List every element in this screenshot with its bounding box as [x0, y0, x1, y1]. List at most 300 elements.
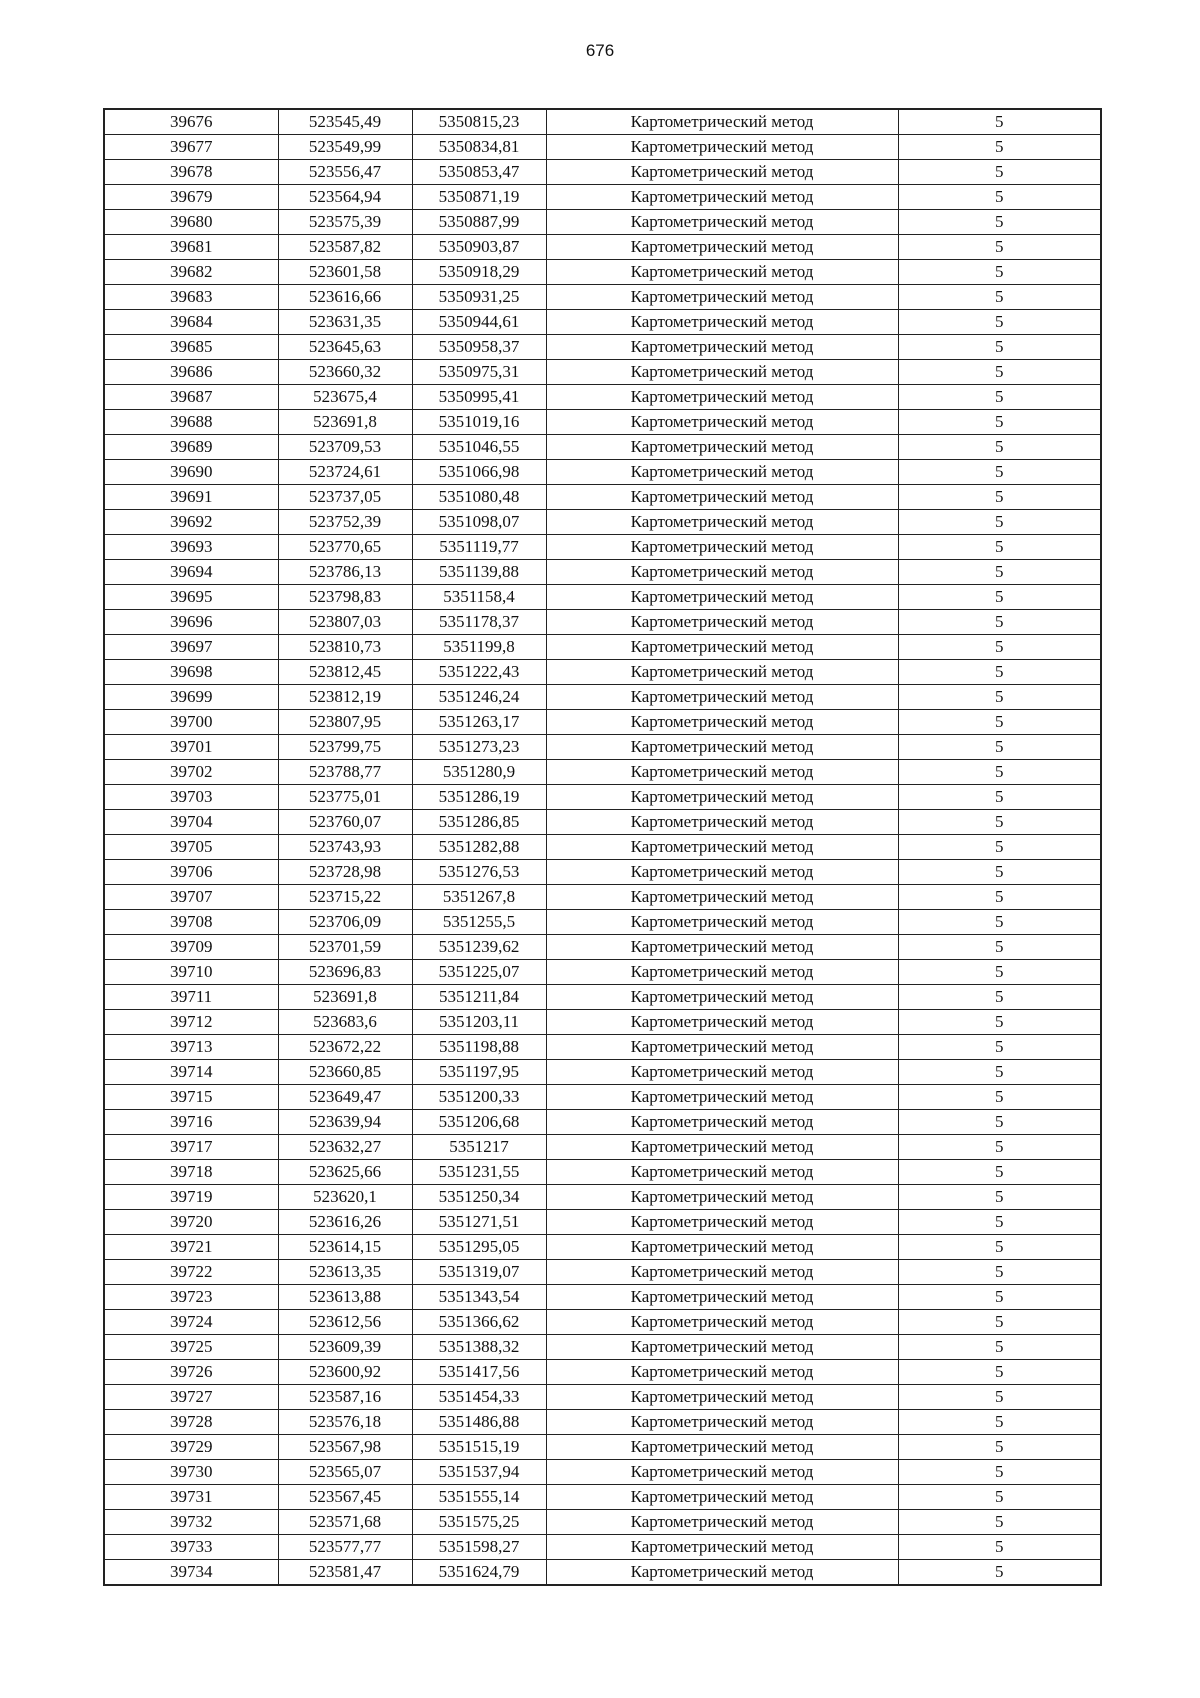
accuracy-cell: 5 — [898, 985, 1101, 1010]
y-coordinate-cell: 5351246,24 — [412, 685, 546, 710]
accuracy-cell: 5 — [898, 785, 1101, 810]
y-coordinate-cell: 5351515,19 — [412, 1435, 546, 1460]
point-number-cell: 39704 — [104, 810, 278, 835]
y-coordinate-cell: 5351417,56 — [412, 1360, 546, 1385]
table-row — [104, 310, 1101, 335]
method-cell: Картометрический метод — [546, 1335, 898, 1360]
method-cell: Картометрический метод — [546, 410, 898, 435]
accuracy-cell: 5 — [898, 485, 1101, 510]
x-coordinate-cell: 523613,35 — [278, 1260, 412, 1285]
y-coordinate-cell: 5351098,07 — [412, 510, 546, 535]
method-cell: Картометрический метод — [546, 1210, 898, 1235]
table-row — [104, 1385, 1101, 1410]
accuracy-cell: 5 — [898, 860, 1101, 885]
x-coordinate-cell: 523701,59 — [278, 935, 412, 960]
accuracy-cell: 5 — [898, 435, 1101, 460]
point-number-cell: 39725 — [104, 1335, 278, 1360]
accuracy-cell: 5 — [898, 1060, 1101, 1085]
table-row — [104, 935, 1101, 960]
method-cell: Картометрический метод — [546, 135, 898, 160]
table-row — [104, 1285, 1101, 1310]
method-cell: Картометрический метод — [546, 835, 898, 860]
y-coordinate-cell: 5351263,17 — [412, 710, 546, 735]
method-cell: Картометрический метод — [546, 385, 898, 410]
table-row — [104, 1160, 1101, 1185]
table-row — [104, 585, 1101, 610]
method-cell: Картометрический метод — [546, 1135, 898, 1160]
x-coordinate-cell: 523645,63 — [278, 335, 412, 360]
accuracy-cell: 5 — [898, 1385, 1101, 1410]
y-coordinate-cell: 5351046,55 — [412, 435, 546, 460]
point-number-cell: 39688 — [104, 410, 278, 435]
method-cell: Картометрический метод — [546, 710, 898, 735]
point-number-cell: 39695 — [104, 585, 278, 610]
table-row — [104, 235, 1101, 260]
y-coordinate-cell: 5351239,62 — [412, 935, 546, 960]
method-cell: Картометрический метод — [546, 560, 898, 585]
y-coordinate-cell: 5351200,33 — [412, 1085, 546, 1110]
method-cell: Картометрический метод — [546, 1485, 898, 1510]
point-number-cell: 39723 — [104, 1285, 278, 1310]
table-row — [104, 1485, 1101, 1510]
point-number-cell: 39718 — [104, 1160, 278, 1185]
x-coordinate-cell: 523613,88 — [278, 1285, 412, 1310]
method-cell: Картометрический метод — [546, 185, 898, 210]
x-coordinate-cell: 523616,26 — [278, 1210, 412, 1235]
x-coordinate-cell: 523549,99 — [278, 135, 412, 160]
x-coordinate-cell: 523672,22 — [278, 1035, 412, 1060]
table-row — [104, 285, 1101, 310]
x-coordinate-cell: 523788,77 — [278, 760, 412, 785]
point-number-cell: 39683 — [104, 285, 278, 310]
point-number-cell: 39733 — [104, 1535, 278, 1560]
accuracy-cell: 5 — [898, 1535, 1101, 1560]
x-coordinate-cell: 523675,4 — [278, 385, 412, 410]
accuracy-cell: 5 — [898, 285, 1101, 310]
method-cell: Картометрический метод — [546, 1510, 898, 1535]
point-number-cell: 39712 — [104, 1010, 278, 1035]
y-coordinate-cell: 5351119,77 — [412, 535, 546, 560]
x-coordinate-cell: 523715,22 — [278, 885, 412, 910]
table-row — [104, 760, 1101, 785]
table-row — [104, 710, 1101, 735]
table-row — [104, 735, 1101, 760]
table-row — [104, 960, 1101, 985]
method-cell: Картометрический метод — [546, 1035, 898, 1060]
table-row — [104, 485, 1101, 510]
accuracy-cell: 5 — [898, 610, 1101, 635]
table-row — [104, 1210, 1101, 1235]
accuracy-cell: 5 — [898, 1510, 1101, 1535]
y-coordinate-cell: 5350944,61 — [412, 310, 546, 335]
x-coordinate-cell: 523609,39 — [278, 1335, 412, 1360]
table-row — [104, 560, 1101, 585]
x-coordinate-cell: 523649,47 — [278, 1085, 412, 1110]
x-coordinate-cell: 523810,73 — [278, 635, 412, 660]
table-row — [104, 435, 1101, 460]
table-row — [104, 460, 1101, 485]
y-coordinate-cell: 5351598,27 — [412, 1535, 546, 1560]
y-coordinate-cell: 5351066,98 — [412, 460, 546, 485]
y-coordinate-cell: 5351199,8 — [412, 635, 546, 660]
x-coordinate-cell: 523683,6 — [278, 1010, 412, 1035]
y-coordinate-cell: 5351486,88 — [412, 1410, 546, 1435]
point-number-cell: 39693 — [104, 535, 278, 560]
point-number-cell: 39699 — [104, 685, 278, 710]
table-row — [104, 610, 1101, 635]
y-coordinate-cell: 5351454,33 — [412, 1385, 546, 1410]
point-number-cell: 39701 — [104, 735, 278, 760]
method-cell: Картометрический метод — [546, 1385, 898, 1410]
method-cell: Картометрический метод — [546, 585, 898, 610]
point-number-cell: 39676 — [104, 109, 278, 135]
y-coordinate-cell: 5350871,19 — [412, 185, 546, 210]
table-row — [104, 260, 1101, 285]
y-coordinate-cell: 5351080,48 — [412, 485, 546, 510]
y-coordinate-cell: 5351286,85 — [412, 810, 546, 835]
table-row — [104, 109, 1101, 135]
accuracy-cell: 5 — [898, 810, 1101, 835]
point-number-cell: 39709 — [104, 935, 278, 960]
x-coordinate-cell: 523743,93 — [278, 835, 412, 860]
table-row — [104, 135, 1101, 160]
point-number-cell: 39729 — [104, 1435, 278, 1460]
x-coordinate-cell: 523799,75 — [278, 735, 412, 760]
table-row — [104, 685, 1101, 710]
coordinates-table — [103, 108, 1102, 1586]
point-number-cell: 39703 — [104, 785, 278, 810]
table-row — [104, 1010, 1101, 1035]
point-number-cell: 39685 — [104, 335, 278, 360]
point-number-cell: 39698 — [104, 660, 278, 685]
accuracy-cell: 5 — [898, 1085, 1101, 1110]
accuracy-cell: 5 — [898, 1110, 1101, 1135]
method-cell: Картометрический метод — [546, 885, 898, 910]
table-row — [104, 1185, 1101, 1210]
x-coordinate-cell: 523565,07 — [278, 1460, 412, 1485]
method-cell: Картометрический метод — [546, 935, 898, 960]
point-number-cell: 39691 — [104, 485, 278, 510]
accuracy-cell: 5 — [898, 1410, 1101, 1435]
table-row — [104, 1135, 1101, 1160]
table-row — [104, 1410, 1101, 1435]
method-cell: Картометрический метод — [546, 535, 898, 560]
table-row — [104, 210, 1101, 235]
x-coordinate-cell: 523587,16 — [278, 1385, 412, 1410]
table-row — [104, 1435, 1101, 1460]
accuracy-cell: 5 — [898, 460, 1101, 485]
point-number-cell: 39714 — [104, 1060, 278, 1085]
point-number-cell: 39708 — [104, 910, 278, 935]
y-coordinate-cell: 5351211,84 — [412, 985, 546, 1010]
method-cell: Картометрический метод — [546, 1185, 898, 1210]
accuracy-cell: 5 — [898, 835, 1101, 860]
method-cell: Картометрический метод — [546, 160, 898, 185]
method-cell: Картометрический метод — [546, 910, 898, 935]
table-row — [104, 1260, 1101, 1285]
x-coordinate-cell: 523728,98 — [278, 860, 412, 885]
point-number-cell: 39717 — [104, 1135, 278, 1160]
y-coordinate-cell: 5351537,94 — [412, 1460, 546, 1485]
accuracy-cell: 5 — [898, 635, 1101, 660]
table-row — [104, 860, 1101, 885]
method-cell: Картометрический метод — [546, 1360, 898, 1385]
x-coordinate-cell: 523545,49 — [278, 109, 412, 135]
point-number-cell: 39687 — [104, 385, 278, 410]
point-number-cell: 39710 — [104, 960, 278, 985]
x-coordinate-cell: 523625,66 — [278, 1160, 412, 1185]
point-number-cell: 39722 — [104, 1260, 278, 1285]
method-cell: Картометрический метод — [546, 210, 898, 235]
table-body — [104, 109, 1101, 1585]
y-coordinate-cell: 5351225,07 — [412, 960, 546, 985]
y-coordinate-cell: 5350815,23 — [412, 109, 546, 135]
accuracy-cell: 5 — [898, 910, 1101, 935]
method-cell: Картометрический метод — [546, 635, 898, 660]
method-cell: Картометрический метод — [546, 860, 898, 885]
point-number-cell: 39724 — [104, 1310, 278, 1335]
y-coordinate-cell: 5351198,88 — [412, 1035, 546, 1060]
y-coordinate-cell: 5351555,14 — [412, 1485, 546, 1510]
point-number-cell: 39697 — [104, 635, 278, 660]
point-number-cell: 39681 — [104, 235, 278, 260]
point-number-cell: 39728 — [104, 1410, 278, 1435]
table-row — [104, 1110, 1101, 1135]
point-number-cell: 39702 — [104, 760, 278, 785]
method-cell: Картометрический метод — [546, 1235, 898, 1260]
method-cell: Картометрический метод — [546, 435, 898, 460]
y-coordinate-cell: 5351575,25 — [412, 1510, 546, 1535]
method-cell: Картометрический метод — [546, 285, 898, 310]
point-number-cell: 39705 — [104, 835, 278, 860]
accuracy-cell: 5 — [898, 1185, 1101, 1210]
y-coordinate-cell: 5351203,11 — [412, 1010, 546, 1035]
x-coordinate-cell: 523616,66 — [278, 285, 412, 310]
accuracy-cell: 5 — [898, 160, 1101, 185]
table-row — [104, 510, 1101, 535]
y-coordinate-cell: 5351624,79 — [412, 1560, 546, 1586]
table-row — [104, 1560, 1101, 1586]
x-coordinate-cell: 523737,05 — [278, 485, 412, 510]
point-number-cell: 39694 — [104, 560, 278, 585]
point-number-cell: 39721 — [104, 1235, 278, 1260]
method-cell: Картометрический метод — [546, 1060, 898, 1085]
table-row — [104, 1085, 1101, 1110]
x-coordinate-cell: 523807,03 — [278, 610, 412, 635]
x-coordinate-cell: 523660,32 — [278, 360, 412, 385]
accuracy-cell: 5 — [898, 760, 1101, 785]
y-coordinate-cell: 5351319,07 — [412, 1260, 546, 1285]
method-cell: Картометрический метод — [546, 1560, 898, 1586]
y-coordinate-cell: 5351197,95 — [412, 1060, 546, 1085]
accuracy-cell: 5 — [898, 1235, 1101, 1260]
accuracy-cell: 5 — [898, 1035, 1101, 1060]
x-coordinate-cell: 523614,15 — [278, 1235, 412, 1260]
x-coordinate-cell: 523620,1 — [278, 1185, 412, 1210]
method-cell: Картометрический метод — [546, 610, 898, 635]
table-row — [104, 1360, 1101, 1385]
method-cell: Картометрический метод — [546, 310, 898, 335]
method-cell: Картометрический метод — [546, 660, 898, 685]
accuracy-cell: 5 — [898, 109, 1101, 135]
table-row — [104, 785, 1101, 810]
y-coordinate-cell: 5351343,54 — [412, 1285, 546, 1310]
method-cell: Картометрический метод — [546, 960, 898, 985]
method-cell: Картометрический метод — [546, 685, 898, 710]
point-number-cell: 39686 — [104, 360, 278, 385]
method-cell: Картометрический метод — [546, 1010, 898, 1035]
accuracy-cell: 5 — [898, 685, 1101, 710]
method-cell: Картометрический метод — [546, 1085, 898, 1110]
x-coordinate-cell: 523786,13 — [278, 560, 412, 585]
y-coordinate-cell: 5350958,37 — [412, 335, 546, 360]
method-cell: Картометрический метод — [546, 1285, 898, 1310]
y-coordinate-cell: 5351231,55 — [412, 1160, 546, 1185]
point-number-cell: 39715 — [104, 1085, 278, 1110]
x-coordinate-cell: 523798,83 — [278, 585, 412, 610]
y-coordinate-cell: 5351388,32 — [412, 1335, 546, 1360]
table-row — [104, 985, 1101, 1010]
x-coordinate-cell: 523571,68 — [278, 1510, 412, 1535]
method-cell: Картометрический метод — [546, 235, 898, 260]
method-cell: Картометрический метод — [546, 735, 898, 760]
accuracy-cell: 5 — [898, 1160, 1101, 1185]
point-number-cell: 39696 — [104, 610, 278, 635]
method-cell: Картометрический метод — [546, 1310, 898, 1335]
accuracy-cell: 5 — [898, 535, 1101, 560]
point-number-cell: 39679 — [104, 185, 278, 210]
x-coordinate-cell: 523632,27 — [278, 1135, 412, 1160]
accuracy-cell: 5 — [898, 560, 1101, 585]
x-coordinate-cell: 523812,45 — [278, 660, 412, 685]
page-number: 676 — [585, 41, 615, 60]
point-number-cell: 39690 — [104, 460, 278, 485]
table-row — [104, 1510, 1101, 1535]
point-number-cell: 39731 — [104, 1485, 278, 1510]
x-coordinate-cell: 523760,07 — [278, 810, 412, 835]
method-cell: Картометрический метод — [546, 1535, 898, 1560]
y-coordinate-cell: 5351158,4 — [412, 585, 546, 610]
x-coordinate-cell: 523631,35 — [278, 310, 412, 335]
method-cell: Картометрический метод — [546, 985, 898, 1010]
x-coordinate-cell: 523812,19 — [278, 685, 412, 710]
accuracy-cell: 5 — [898, 210, 1101, 235]
y-coordinate-cell: 5350834,81 — [412, 135, 546, 160]
table-row — [104, 385, 1101, 410]
table-row — [104, 660, 1101, 685]
y-coordinate-cell: 5351217 — [412, 1135, 546, 1160]
accuracy-cell: 5 — [898, 585, 1101, 610]
method-cell: Картометрический метод — [546, 785, 898, 810]
method-cell: Картометрический метод — [546, 1460, 898, 1485]
y-coordinate-cell: 5350931,25 — [412, 285, 546, 310]
x-coordinate-cell: 523581,47 — [278, 1560, 412, 1586]
point-number-cell: 39730 — [104, 1460, 278, 1485]
x-coordinate-cell: 523724,61 — [278, 460, 412, 485]
x-coordinate-cell: 523564,94 — [278, 185, 412, 210]
table-row — [104, 1460, 1101, 1485]
y-coordinate-cell: 5351271,51 — [412, 1210, 546, 1235]
y-coordinate-cell: 5351276,53 — [412, 860, 546, 885]
table-row — [104, 1235, 1101, 1260]
y-coordinate-cell: 5351139,88 — [412, 560, 546, 585]
accuracy-cell: 5 — [898, 385, 1101, 410]
x-coordinate-cell: 523587,82 — [278, 235, 412, 260]
table-row — [104, 1310, 1101, 1335]
x-coordinate-cell: 523612,56 — [278, 1310, 412, 1335]
point-number-cell: 39711 — [104, 985, 278, 1010]
point-number-cell: 39707 — [104, 885, 278, 910]
x-coordinate-cell: 523770,65 — [278, 535, 412, 560]
accuracy-cell: 5 — [898, 660, 1101, 685]
accuracy-cell: 5 — [898, 885, 1101, 910]
table-row — [104, 885, 1101, 910]
y-coordinate-cell: 5351366,62 — [412, 1310, 546, 1335]
method-cell: Картометрический метод — [546, 1435, 898, 1460]
y-coordinate-cell: 5351250,34 — [412, 1185, 546, 1210]
table-row — [104, 1035, 1101, 1060]
y-coordinate-cell: 5351178,37 — [412, 610, 546, 635]
x-coordinate-cell: 523691,8 — [278, 410, 412, 435]
x-coordinate-cell: 523775,01 — [278, 785, 412, 810]
table-row — [104, 160, 1101, 185]
point-number-cell: 39716 — [104, 1110, 278, 1135]
x-coordinate-cell: 523639,94 — [278, 1110, 412, 1135]
x-coordinate-cell: 523696,83 — [278, 960, 412, 985]
accuracy-cell: 5 — [898, 1310, 1101, 1335]
x-coordinate-cell: 523600,92 — [278, 1360, 412, 1385]
point-number-cell: 39726 — [104, 1360, 278, 1385]
accuracy-cell: 5 — [898, 1335, 1101, 1360]
accuracy-cell: 5 — [898, 235, 1101, 260]
y-coordinate-cell: 5351019,16 — [412, 410, 546, 435]
table-row — [104, 335, 1101, 360]
point-number-cell: 39692 — [104, 510, 278, 535]
method-cell: Картометрический метод — [546, 760, 898, 785]
point-number-cell: 39727 — [104, 1385, 278, 1410]
y-coordinate-cell: 5351206,68 — [412, 1110, 546, 1135]
accuracy-cell: 5 — [898, 310, 1101, 335]
accuracy-cell: 5 — [898, 1485, 1101, 1510]
method-cell: Картометрический метод — [546, 360, 898, 385]
table-row — [104, 910, 1101, 935]
accuracy-cell: 5 — [898, 1285, 1101, 1310]
point-number-cell: 39689 — [104, 435, 278, 460]
table-row — [104, 360, 1101, 385]
accuracy-cell: 5 — [898, 360, 1101, 385]
method-cell: Картометрический метод — [546, 1260, 898, 1285]
accuracy-cell: 5 — [898, 410, 1101, 435]
accuracy-cell: 5 — [898, 260, 1101, 285]
accuracy-cell: 5 — [898, 1010, 1101, 1035]
x-coordinate-cell: 523601,58 — [278, 260, 412, 285]
method-cell: Картометрический метод — [546, 109, 898, 135]
accuracy-cell: 5 — [898, 1260, 1101, 1285]
table-row — [104, 1535, 1101, 1560]
y-coordinate-cell: 5351267,8 — [412, 885, 546, 910]
x-coordinate-cell: 523567,98 — [278, 1435, 412, 1460]
point-number-cell: 39700 — [104, 710, 278, 735]
accuracy-cell: 5 — [898, 710, 1101, 735]
accuracy-cell: 5 — [898, 1210, 1101, 1235]
accuracy-cell: 5 — [898, 135, 1101, 160]
method-cell: Картометрический метод — [546, 460, 898, 485]
table-row — [104, 635, 1101, 660]
table-row — [104, 410, 1101, 435]
point-number-cell: 39734 — [104, 1560, 278, 1586]
y-coordinate-cell: 5351222,43 — [412, 660, 546, 685]
point-number-cell: 39682 — [104, 260, 278, 285]
